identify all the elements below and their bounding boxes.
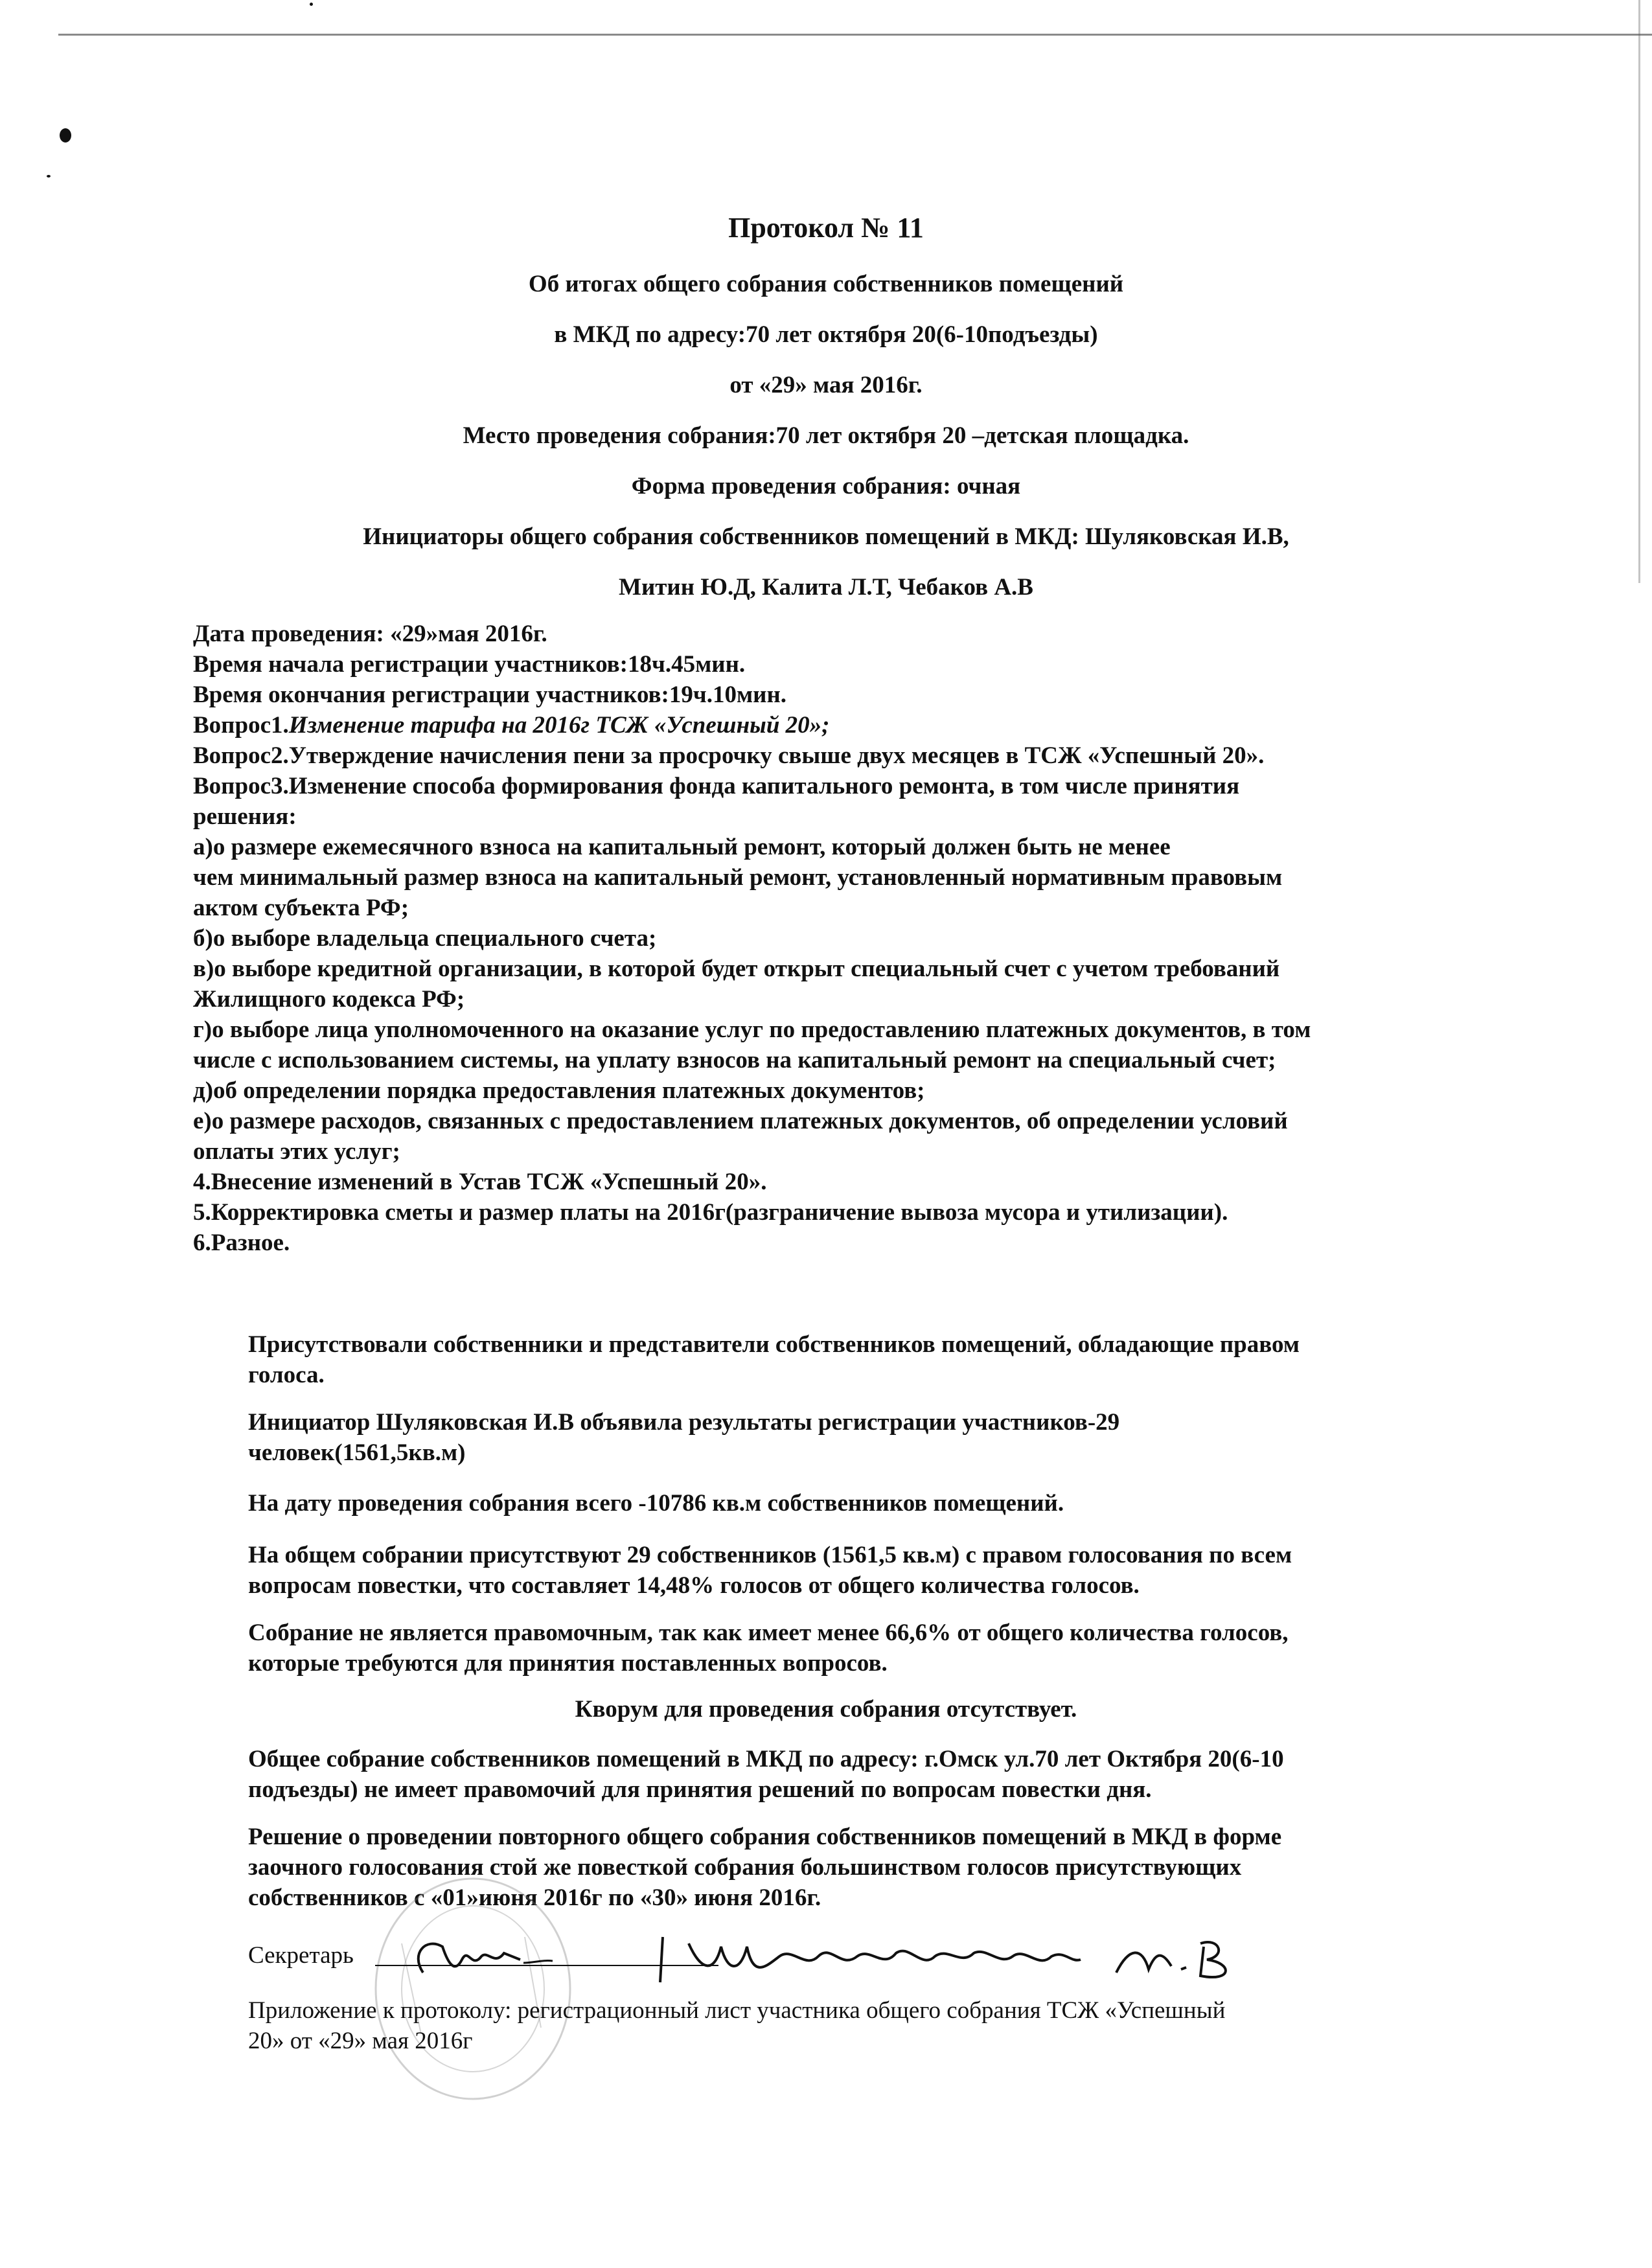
paragraph-line: которые требуются для принятия поставленных вопросов.	[248, 1650, 888, 1677]
agenda-line: решения:	[193, 803, 297, 830]
paragraph-line: На общем собрании присутствуют 29 собственников (1561,5 кв.м) с правом голосования по всем	[248, 1542, 1292, 1568]
paragraph-present-owners	[248, 1540, 1583, 1601]
agenda-line: числе с использованием системы, на уплату взносов на капитальный ремонт на специальный счет;	[193, 1047, 1276, 1073]
paragraph-attendance	[248, 1329, 1583, 1390]
signature-row	[248, 1934, 1544, 1979]
agenda-line: Вопрос3.Изменение способа формирования фонда капитального ремонта, в том числе принятия	[193, 773, 1240, 799]
paragraph-not-competent	[248, 1618, 1583, 1678]
paragraph-line: голоса.	[248, 1362, 325, 1388]
agenda-line: е)о размере расходов, связанных с предоставлением платежных документов, об определении условий	[193, 1108, 1288, 1134]
agenda-line: 5.Корректировка сметы и размер платы на 2016г(разграничение вывоза мусора и утилизации).	[193, 1199, 1228, 1226]
appendix-line: 20» от «29» мая 2016г	[248, 2028, 473, 2054]
paragraph-line: Собрание не является правомочным, так как имеет менее 66,6% от общего количества голосов,	[248, 1620, 1289, 1646]
question-1-prefix: Вопрос1.	[193, 712, 289, 739]
subtitle-line-2: в МКД по адресу:70 лет октября 20(6-10подъезды)	[554, 321, 1098, 348]
subtitle-line-4: Место проведения собрания:70 лет октября 20 –детская площадка.	[463, 422, 1189, 449]
agenda-line: 4.Внесение изменений в Устав ТСЖ «Успешный 20».	[193, 1169, 767, 1195]
meeting-date: Дата проведения: «29»мая 2016г.	[193, 621, 547, 647]
document-title: Протокол № 11	[728, 212, 924, 244]
subtitle-line-6: Инициаторы общего собрания собственников помещений в МКД: Шуляковская И.В,	[363, 523, 1289, 550]
appendix-note	[248, 1995, 1583, 2056]
question-1-text: Изменение тарифа на 2016г ТСЖ «Успешный 20»;	[288, 712, 830, 739]
subtitle-line-7: Митин Ю.Д, Калита Л.Т, Чебаков А.В	[619, 574, 1033, 601]
paragraph-line: На дату проведения собрания всего -10786 кв.м собственников помещений.	[248, 1490, 1064, 1517]
agenda-line: б)о выборе владельца специального счета;	[193, 925, 657, 952]
scan-speck	[60, 128, 71, 143]
agenda-line: актом субъекта РФ;	[193, 895, 409, 921]
subtitle-line-3: от «29» мая 2016г.	[729, 372, 923, 398]
agenda-line: 6.Разное.	[193, 1230, 290, 1256]
agenda-line: оплаты этих услуг;	[193, 1138, 400, 1165]
agenda-line: а)о размере ежемесячного взноса на капитальный ремонт, который должен быть не менее	[193, 834, 1171, 860]
paragraph-line: подъезды) не имеет правомочий для принятия решений по вопросам повестки дня.	[248, 1776, 1152, 1803]
appendix-line: Приложение к протоколу: регистрационный лист участника общего собрания ТСЖ «Успешный	[248, 1997, 1226, 2024]
secretary-label: Секретарь	[248, 1942, 354, 1969]
agenda-line: в)о выборе кредитной организации, в которой будет открыт специальный счет с учетом требований	[193, 956, 1280, 982]
subtitle-line-1: Об итогах общего собрания собственников помещений	[528, 271, 1124, 297]
scan-edge-line	[58, 34, 1652, 36]
organization-stamp-icon	[363, 1866, 583, 2112]
scan-speck	[310, 3, 313, 6]
paragraph-line: Инициатор Шуляковская И.В объявила результаты регистрации участников-29	[248, 1409, 1120, 1436]
agenda-line: д)об определении порядка предоставления платежных документов;	[193, 1077, 925, 1104]
agenda-line: чем минимальный размер взноса на капитальный ремонт, установленный нормативным правовым	[193, 864, 1283, 891]
paragraph-registration-results	[248, 1407, 1583, 1468]
quorum-statement: Кворум для проведения собрания отсутствует.	[575, 1696, 1077, 1723]
paragraph-total-area	[248, 1488, 1583, 1518]
paragraph-line: заочного голосования стой же повесткой собрания большинством голосов присутствующих	[248, 1854, 1242, 1881]
paragraph-line: собственников с «01»июня 2016г по «30» июня 2016г.	[248, 1884, 821, 1911]
registration-start: Время начала регистрации участников:18ч.45мин.	[193, 651, 746, 678]
agenda-line: г)о выборе лица уполномоченного на оказание услуг по предоставлению платежных документов, в том	[193, 1016, 1311, 1043]
scan-speck	[47, 175, 51, 178]
paragraph-line: Общее собрание собственников помещений в МКД по адресу: г.Омск ул.70 лет Октября 20(6-10	[248, 1746, 1284, 1772]
paragraph-no-authority	[248, 1744, 1583, 1805]
paragraph-line: человек(1561,5кв.м)	[248, 1439, 466, 1466]
agenda-block	[193, 619, 1579, 1258]
subtitle-line-5: Форма проведения собрания: очная	[631, 473, 1021, 499]
handwritten-signature-icon	[248, 1934, 1414, 1986]
agenda-line: Жилищного кодекса РФ;	[193, 986, 465, 1013]
agenda-line: Вопрос2.Утверждение начисления пени за просрочку свыше двух месяцев в ТСЖ «Успешный 20».	[193, 742, 1265, 769]
paragraph-line: Решение о проведении повторного общего собрания собственников помещений в МКД в форме	[248, 1824, 1282, 1850]
question-1	[193, 710, 1579, 740]
paragraph-line: вопросам повестки, что составляет 14,48% голосов от общего количества голосов.	[248, 1572, 1140, 1599]
registration-end: Время окончания регистрации участников:19ч.10мин.	[193, 682, 787, 708]
paragraph-line: Присутствовали собственники и представители собственников помещений, обладающие правом	[248, 1331, 1300, 1358]
